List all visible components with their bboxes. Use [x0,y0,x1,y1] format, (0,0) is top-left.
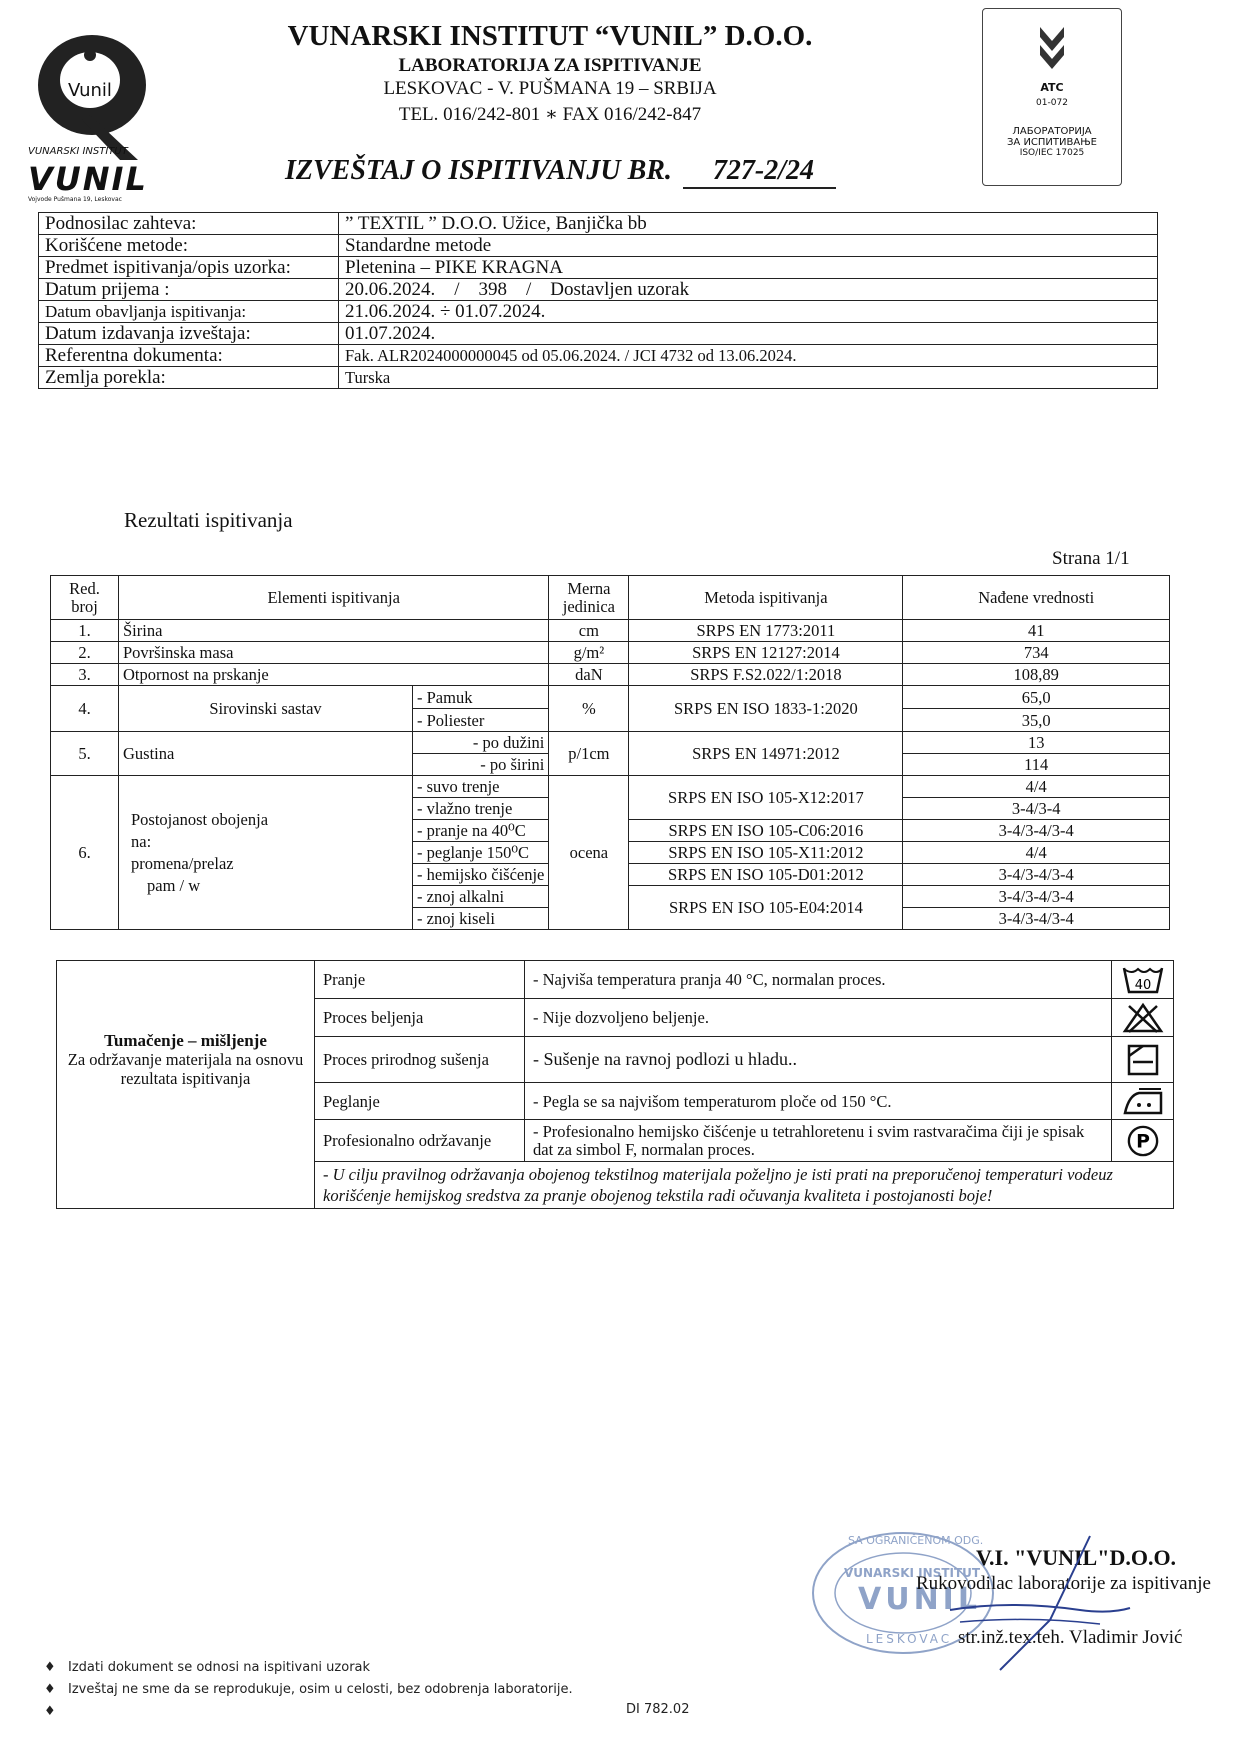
row-subelement: - Pamuk [413,686,549,709]
report-title [285,155,836,189]
row-subelement: - po dužini [413,732,549,754]
row-method: SRPS EN ISO 105-D01:2012 [629,864,903,886]
row-value: 41 [903,620,1170,642]
results-title: Rezultati ispitivanja [124,508,293,532]
element-line: pam / w [147,875,201,895]
table-row [39,345,1158,367]
care-label: Proces beljenja [315,999,525,1037]
row-value: 3-4/3-4/3-4 [903,908,1170,930]
row-method: SRPS EN 12127:2014 [629,642,903,664]
header-no: Red. broj [51,576,119,620]
care-opinion [57,961,315,1209]
care-note: - U cilju pravilnog održavanja obojenog tekstilnog materijala poželjno je isti prati na preporučenoj temperaturi vodeuz korišćenje hemijskog sredstva za pranje obojenog tekstila radi očuvanja kvaliteta i postojanosti boje! [315,1162,1174,1209]
table-row [51,642,1170,664]
row-subelement: - vlažno trenje [413,798,549,820]
row-unit: % [549,686,629,732]
stamp-top-text: SA OGRANIČENOM ODG. [848,1534,984,1547]
row-value: 3-4/3-4/3-4 [903,820,1170,842]
table-row [51,620,1170,642]
table-row [51,776,1170,798]
info-label: Korišćene metode: [39,235,339,257]
table-row [57,961,1174,999]
care-label: Pranje [315,961,525,999]
footer-note-2: ♦ Izveštaj ne sme da se reprodukuje, osim u celosti, bez odobrenja laboratorije. [44,1682,573,1697]
signature-role: Rukovodilac laboratorije za ispitivanje [916,1573,1211,1594]
care-symbol-cell [1112,1083,1174,1120]
document-code: DI 782.02 [626,1702,690,1717]
svg-text:40: 40 [1134,977,1151,993]
info-label: Predmet ispitivanja/opis uzorka: [39,257,339,279]
info-value: Turska [339,367,1158,389]
dry-clean-p-icon [1121,1125,1165,1157]
row-subelement: - znoj alkalni [413,886,549,908]
table-row [39,367,1158,389]
header-unit: Merna jedinica [549,576,629,620]
report-title-prefix: IZVEŠTAJ O ISPITIVANJU BR. [285,155,672,186]
table-row [39,279,1158,301]
atc-accreditation-badge [982,8,1122,186]
info-label: Datum obavljanja ispitivanja: [39,301,339,323]
info-value: Standardne metode [339,235,1158,257]
care-label: Profesionalno održavanje [315,1120,525,1162]
row-number: 6. [51,776,119,930]
row-subelement: - znoj kiseli [413,908,549,930]
care-symbol-cell [1112,1037,1174,1083]
row-method: SRPS EN 14971:2012 [629,732,903,776]
care-label: Proces prirodnog sušenja [315,1037,525,1083]
row-number: 5. [51,732,119,776]
row-value: 65,0 [903,686,1170,709]
care-instructions-table [56,960,1174,1209]
row-value: 3-4/3-4/3-4 [903,886,1170,908]
row-subelement: - suvo trenje [413,776,549,798]
care-symbol-cell [1112,999,1174,1037]
row-value: 13 [903,732,1170,754]
row-value: 114 [903,754,1170,776]
stamp-mid-text: VUNARSKI INSTITUT [844,1566,981,1580]
atc-code: 01-072 [1036,98,1068,108]
row-unit: g/m² [549,642,629,664]
row-unit: daN [549,664,629,686]
info-value: ” TEXTIL ” D.O.O. Užice, Banjička bb [339,213,1158,235]
signature-name: str.inž.tex.teh. Vladimir Jović [958,1627,1183,1648]
header-method: Metoda ispitivanja [629,576,903,620]
info-label: Podnosilac zahteva: [39,213,339,235]
stamp-big-text: VUNIL [858,1582,981,1617]
info-label: Datum prijema : [39,279,339,301]
logo-caption-big: VUNIL [28,160,148,198]
atc-lab-line2: ЗА ИСПИТИВАЊЕ [1007,137,1097,148]
logo-address: Vojvode Pušmana 19, Leskovac [28,196,122,203]
care-symbol-cell [1112,1120,1174,1162]
row-value: 4/4 [903,842,1170,864]
bullet-icon: ♦ [44,1704,56,1719]
row-method: SRPS EN ISO 105-X11:2012 [629,842,903,864]
care-text: - Sušenje na ravnoj podlozi u hladu.. [525,1037,1112,1083]
row-value: 4/4 [903,776,1170,798]
table-row [51,664,1170,686]
row-subelement: - peglanje 150⁰C [413,842,549,864]
atc-iso: ISO/IEC 17025 [1019,148,1085,158]
row-value: 3-4/3-4 [903,798,1170,820]
logo-text: Vunil [68,80,112,101]
table-row [39,323,1158,345]
header-element: Elementi ispitivanja [119,576,549,620]
page-number: Strana 1/1 [1052,548,1130,569]
info-label: Datum izdavanja izveštaja: [39,323,339,345]
row-value: 734 [903,642,1170,664]
row-element: Sirovinski sastav [119,686,413,732]
row-number: 4. [51,686,119,732]
table-row [39,213,1158,235]
info-value: 20.06.2024. / 398 / Dostavljen uzorak [339,279,1158,301]
signature-company: V.I. "VUNIL"D.O.O. [976,1545,1177,1570]
iron-two-dots-icon [1121,1085,1165,1117]
table-row [51,732,1170,754]
row-element [119,776,413,930]
row-element: Otpornost na prskanje [119,664,549,686]
no-bleach-icon [1121,1002,1165,1034]
footer-bullet-3 [44,1704,68,1719]
care-text: - Najviša temperatura pranja 40 °C, normalan proces. [525,961,1112,999]
lab-phone: TEL. 016/242-801 ∗ FAX 016/242-847 [398,104,702,125]
wash-40-icon [1121,964,1165,996]
row-value: 3-4/3-4/3-4 [903,864,1170,886]
table-row [39,301,1158,323]
test-results-table [50,575,1170,930]
lab-name: LABORATORIJA ZA ISPITIVANJE [398,55,702,76]
element-line: Postojanost obojenja [131,809,269,829]
row-subelement: - po širini [413,754,549,776]
table-row [39,257,1158,279]
row-element: Gustina [119,732,413,776]
row-number: 2. [51,642,119,664]
info-label: Zemlja porekla: [39,367,339,389]
info-label: Referentna dokumenta: [39,345,339,367]
info-value: Fak. ALR2024000000045 od 05.06.2024. / JCI 4732 od 13.06.2024. [339,345,1158,367]
row-number: 3. [51,664,119,686]
atc-logo-icon [1032,23,1072,73]
stamp-bottom-text: LESKOVAC [866,1632,953,1646]
row-method: SRPS F.S2.022/1:2018 [629,664,903,686]
care-text: - Profesionalno hemijsko čišćenje u tetrahloretenu i svim rastvaračima čiji je spisak dat za simbol F, normalan proces. [525,1120,1112,1162]
flat-dry-shade-icon [1121,1044,1165,1076]
row-element: Površinska masa [119,642,549,664]
report-number: 727-2/24 [683,155,836,189]
care-text: - Pegla se sa najvišom temperaturom ploče od 150 °C. [525,1083,1112,1120]
care-label: Peglanje [315,1083,525,1120]
care-symbol-cell [1112,961,1174,999]
care-opinion-title: Tumačenje – mišljenje [104,1031,267,1050]
atc-label: ATC [1040,81,1064,94]
row-number: 1. [51,620,119,642]
lab-address: LESKOVAC - V. PUŠMANA 19 – SRBIJA [383,78,717,99]
table-row [51,686,1170,709]
row-value: 35,0 [903,709,1170,732]
table-row [39,235,1158,257]
care-text: - Nije dozvoljeno beljenje. [525,999,1112,1037]
footer-note-1: ♦ Izdati dokument se odnosi na ispitivani uzorak [44,1660,371,1675]
element-line: na: [131,831,152,851]
institute-name: VUNARSKI INSTITUT “VUNIL” D.O.O. [287,20,813,52]
row-method: SRPS EN ISO 105-C06:2016 [629,820,903,842]
svg-text:P: P [1135,1131,1150,1153]
row-unit: ocena [549,776,629,930]
row-unit: p/1cm [549,732,629,776]
institute-logo [20,20,170,205]
row-unit: cm [549,620,629,642]
element-line: promena/prelaz [131,853,234,873]
care-opinion-sub: Za održavanje materijala na osnovu rezultata ispitivanja [67,1050,304,1088]
info-value: 01.07.2024. [339,323,1158,345]
handwritten-signature-icon [930,1530,1170,1680]
row-value: 108,89 [903,664,1170,686]
row-method: SRPS EN 1773:2011 [629,620,903,642]
info-value: Pletenina – PIKE KRAGNA [339,257,1158,279]
atc-lab-line1: ЛАБОРАТОРИЈА [1012,126,1092,137]
logo-caption-small: VUNARSKI INSTITUT [28,146,128,157]
bullet-icon: ♦ [44,1660,56,1675]
row-method: SRPS EN ISO 105-X12:2017 [629,776,903,820]
row-subelement: - hemijsko čišćenje [413,864,549,886]
info-value: 21.06.2024. ÷ 01.07.2024. [339,301,1158,323]
row-subelement: - Poliester [413,709,549,732]
row-method: SRPS EN ISO 105-E04:2014 [629,886,903,930]
header-value: Nađene vrednosti [903,576,1170,620]
row-element: Širina [119,620,549,642]
table-header-row [51,576,1170,620]
request-info-table [38,212,1158,389]
row-method: SRPS EN ISO 1833-1:2020 [629,686,903,732]
bullet-icon: ♦ [44,1682,56,1697]
row-subelement: - pranje na 40⁰C [413,820,549,842]
